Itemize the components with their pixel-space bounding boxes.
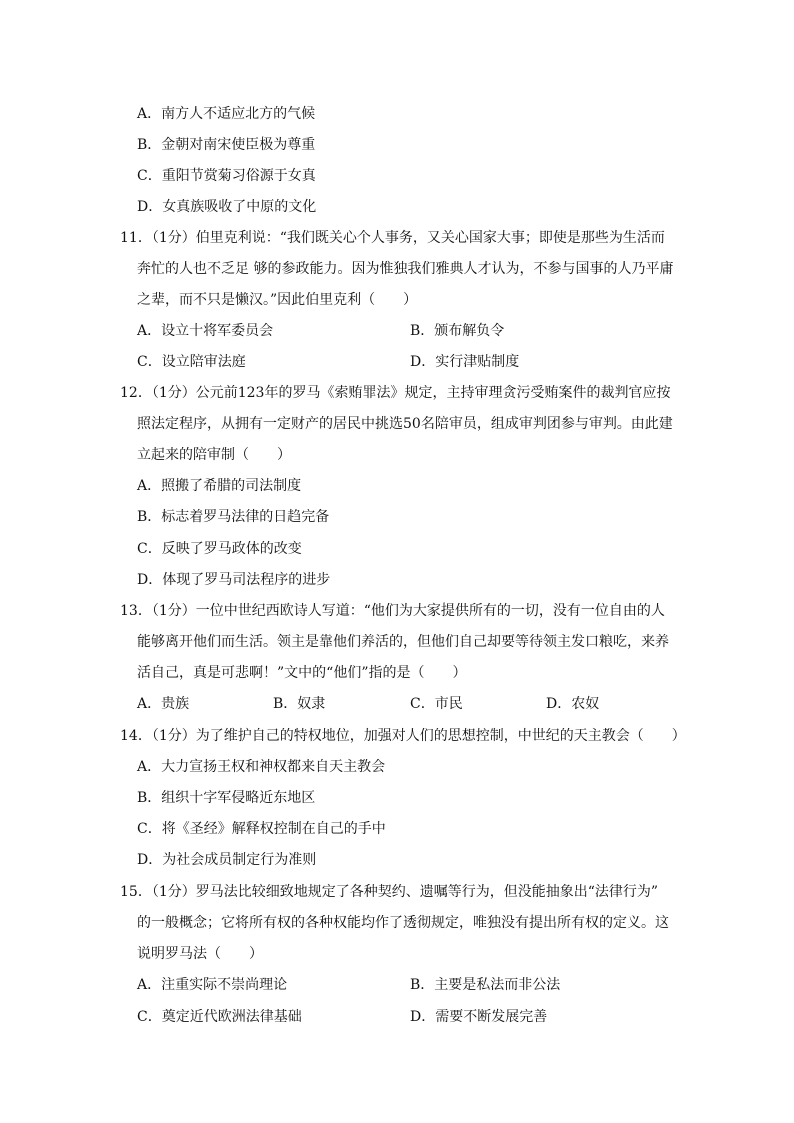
q12-option-b: B．标志着罗马法律的日趋完备: [137, 509, 330, 525]
q15-option-d: D．需要不断发展完善: [410, 1009, 548, 1025]
q13-option-d: D．农奴: [546, 696, 600, 712]
q10-option-d: D．女真族吸收了中原的文化: [137, 199, 317, 215]
q13-stem-line-2: 能够离开他们而生活。领主是靠他们养活的，但他们自己却要等待领主发口粮吃，来养: [137, 634, 669, 650]
q11-stem-line-3: 之辈，而不只是懒汉。”因此伯里克利（ ）: [137, 292, 418, 308]
q14-stem-line-1: 14．（1分）为了维护自己的特权地位，加强对人们的思想控制，中世纪的天主教会（ ）: [120, 728, 686, 744]
q14-option-a: A．大力宣扬王权和神权都来自天主教会: [137, 759, 386, 775]
q13-stem-line-1: 13．（1分）一位中世纪西欧诗人写道：“他们为大家提供所有的一切，没有一位自由的人: [120, 603, 665, 619]
q12-option-a: A．照搬了希腊的司法制度: [137, 478, 302, 494]
q11-option-c: C．设立陪审法庭: [137, 354, 246, 370]
q10-option-b: B．金朝对南宋使臣极为尊重: [137, 137, 316, 153]
q11-stem-line-2: 奔忙的人也不乏足 够的参政能力。因为惟独我们雅典人才认为，不参与国事的人乃平庸: [137, 261, 674, 277]
q11-stem-line-1: 11．（1分）伯里克利说：“我们既关心个人事务，又关心国家大事；即使是那些为生活而: [120, 230, 665, 246]
q14-option-c: C．将《圣经》解释权控制在自己的手中: [137, 821, 386, 837]
q12-option-c: C．反映了罗马政体的改变: [137, 541, 302, 557]
q12-stem-line-1: 12．（1分）公元前123年的罗马《索贿罪法》规定，主持审理贪污受贿案件的裁判官应按: [120, 385, 671, 401]
q11-option-d: D．实行津贴制度: [410, 354, 520, 370]
q15-option-b: B．主要是私法而非公法: [410, 977, 561, 993]
q15-option-c: C．奠定近代欧洲法律基础: [137, 1009, 302, 1025]
q10-option-a: A．南方人不适应北方的气候: [137, 106, 316, 122]
q11-option-b: B．颁布解负令: [410, 323, 505, 339]
q10-option-c: C．重阳节赏菊习俗源于女真: [137, 168, 316, 184]
q13-option-a: A．贵族: [137, 696, 190, 712]
q15-stem-line-2: 的一般概念；它将所有权的各种权能均作了透彻规定，唯独没有提出所有权的定义。这: [137, 915, 669, 931]
q15-stem-line-3: 说明罗马法（ ）: [137, 946, 263, 962]
q15-option-a: A．注重实际不崇尚理论: [137, 977, 288, 993]
q13-option-b: B．奴隶: [273, 696, 326, 712]
q15-stem-line-1: 15．（1分）罗马法比较细致地规定了各种契约、遗嘱等行为，但没能抽象出“法律行为”: [120, 884, 659, 900]
q13-stem-line-3: 活自己，真是可悲啊！”文中的“他们”指的是（ ）: [137, 665, 467, 681]
q14-option-b: B．组织十字军侵略近东地区: [137, 790, 316, 806]
q12-stem-line-3: 立起来的陪审制（ ）: [137, 447, 291, 463]
q11-option-a: A．设立十将军委员会: [137, 323, 274, 339]
q12-option-d: D．体现了罗马司法程序的进步: [137, 572, 331, 588]
q14-option-d: D．为社会成员制定行为准则: [137, 852, 317, 868]
q12-stem-line-2: 照法定程序，从拥有一定财产的居民中挑选50名陪审员，组成审判团参与审判。由此建: [137, 416, 673, 432]
q13-option-c: C．市民: [410, 696, 463, 712]
